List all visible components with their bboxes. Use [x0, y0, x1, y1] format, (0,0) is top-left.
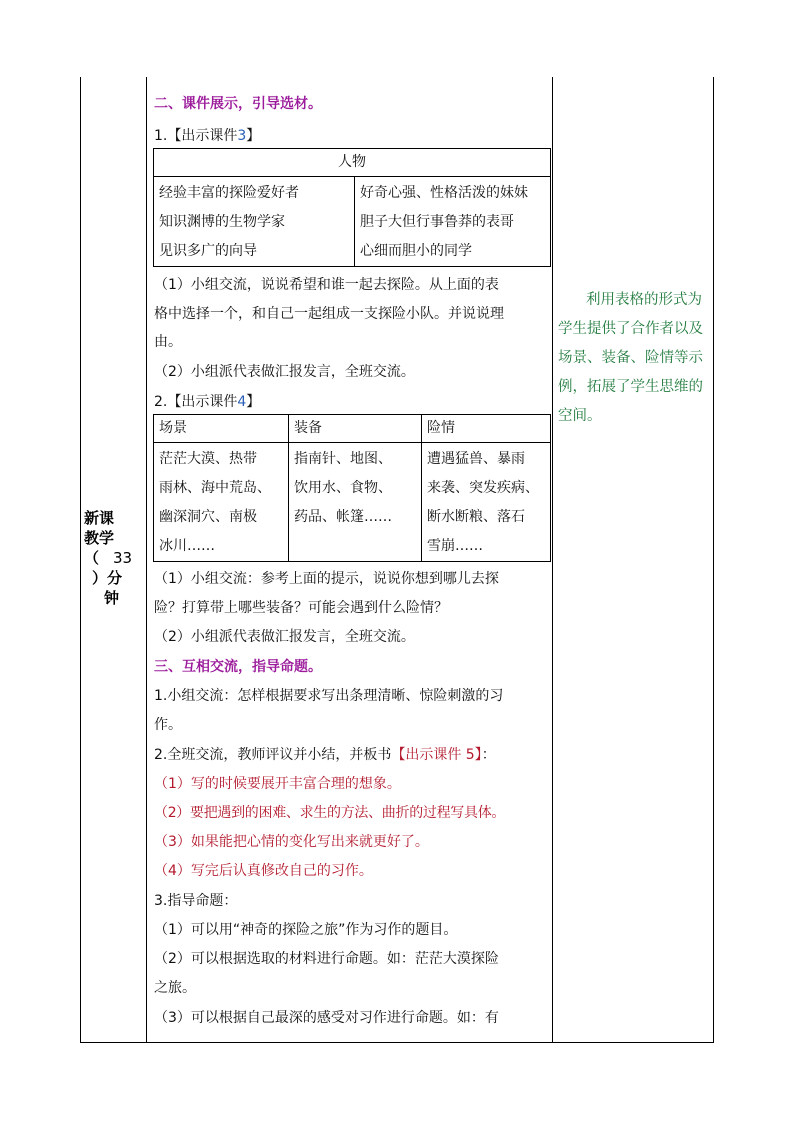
paragraph: （1）可以用“神奇的探险之旅”作为习作的题目。	[154, 922, 458, 938]
paragraph: 之旅。	[154, 980, 196, 996]
label-line-5: 钟	[104, 589, 120, 607]
paragraph: （1）小组交流：参考上面的提示，说说你想到哪儿去探	[154, 571, 499, 587]
paragraph: 1.小组交流：怎样根据要求写出条理清晰、惊险刺激的习	[154, 688, 504, 704]
characters-table	[153, 148, 551, 267]
item-1-title: 1.【出示课件3】	[154, 128, 261, 144]
section-heading-3: 三、互相交流，指导命题。	[154, 659, 322, 675]
table-border-bottom	[80, 1042, 713, 1043]
paragraph: 2.全班交流，教师评议并小结，并板书【出示课件 5】：	[154, 747, 496, 763]
cell-line: 冰川……	[159, 538, 215, 554]
paragraph: 3.指导命题：	[154, 893, 238, 909]
paragraph: （1）小组交流，说说希望和谁一起去探险。从上面的表	[154, 277, 499, 293]
summary-point: （1）写的时候要展开丰富合理的想象。	[154, 776, 401, 792]
scenario-gear-cell	[289, 443, 422, 562]
character-item: 好奇心强、性格活泼的妹妹	[360, 185, 528, 201]
scenario-header-danger: 险情	[422, 415, 551, 443]
column-divider-2	[552, 77, 553, 1043]
column-divider-1	[146, 77, 147, 1043]
character-item: 见识多广的向导	[159, 243, 257, 259]
character-item: 知识渊博的生物学家	[159, 214, 285, 230]
paragraph: 险？打算带上哪些装备？可能会遇到什么险情？	[154, 600, 448, 616]
label-minutes: 33	[113, 549, 133, 567]
characters-right-cell	[355, 177, 551, 267]
paragraph: 格中选择一个，和自己一起组成一支探险小队。并说说理	[154, 306, 504, 322]
design-note: 利用表格的形式为学生提供了合作者以及场景、装备、险情等示例，拓展了学生思维的空间。	[558, 292, 703, 424]
table-border-left	[80, 77, 81, 1043]
scenario-header-scene: 场景	[154, 415, 289, 443]
cell-line: 雨林、海中荒岛、	[159, 480, 271, 496]
scenario-scene-cell	[154, 443, 289, 562]
paragraph: （2）可以根据选取的材料进行命题。如：茫茫大漠探险	[154, 951, 499, 967]
character-item: 经验丰富的探险爱好者	[159, 185, 299, 201]
label-line-1: 新课	[84, 509, 115, 527]
paragraph: （3）可以根据自己最深的感受对习作进行命题。如：有	[154, 1010, 499, 1026]
characters-left-cell	[154, 177, 355, 267]
cell-line: 遭遇猛兽、暴雨	[427, 451, 525, 467]
item-2-title: 2.【出示课件4】	[154, 394, 261, 410]
cell-line: 来袭、突发疾病、	[427, 480, 539, 496]
label-line-2: 教学	[84, 529, 115, 547]
cell-line: 茫茫大漠、热带	[159, 451, 257, 467]
paragraph: 由。	[154, 334, 182, 350]
cell-line: 饮用水、食物、	[294, 480, 392, 496]
table-border-right	[713, 77, 714, 1043]
characters-header: 人物	[154, 149, 551, 177]
cell-line: 药品、帐篷……	[294, 509, 392, 525]
cell-line: 指南针、地图、	[294, 451, 392, 467]
section-heading-2: 二、课件展示，引导选材。	[154, 96, 322, 112]
summary-point: （3）如果能把心情的变化写出来就更好了。	[154, 834, 429, 850]
character-item: 心细而胆小的同学	[360, 243, 472, 259]
scenario-danger-cell	[422, 443, 551, 562]
scenario-header-gear: 装备	[289, 415, 422, 443]
cell-line: 幽深洞穴、南极	[159, 509, 257, 525]
label-paren: （	[84, 549, 100, 567]
paragraph: （2）小组派代表做汇报发言，全班交流。	[154, 629, 415, 645]
cell-line: 断水断粮、落石	[427, 509, 525, 525]
cell-line: 雪崩……	[427, 538, 483, 554]
character-item: 胆子大但行事鲁莽的表哥	[360, 214, 514, 230]
paragraph: 作。	[154, 717, 182, 733]
paragraph: （2）小组派代表做汇报发言，全班交流。	[154, 364, 415, 380]
section-label	[84, 508, 144, 608]
label-line-4: ）分	[92, 569, 123, 587]
scenario-table	[153, 414, 551, 562]
summary-point: （2）要把遇到的困难、求生的方法、曲折的过程写具体。	[154, 805, 506, 821]
summary-point: （4）写完后认真修改自己的习作。	[154, 863, 373, 879]
